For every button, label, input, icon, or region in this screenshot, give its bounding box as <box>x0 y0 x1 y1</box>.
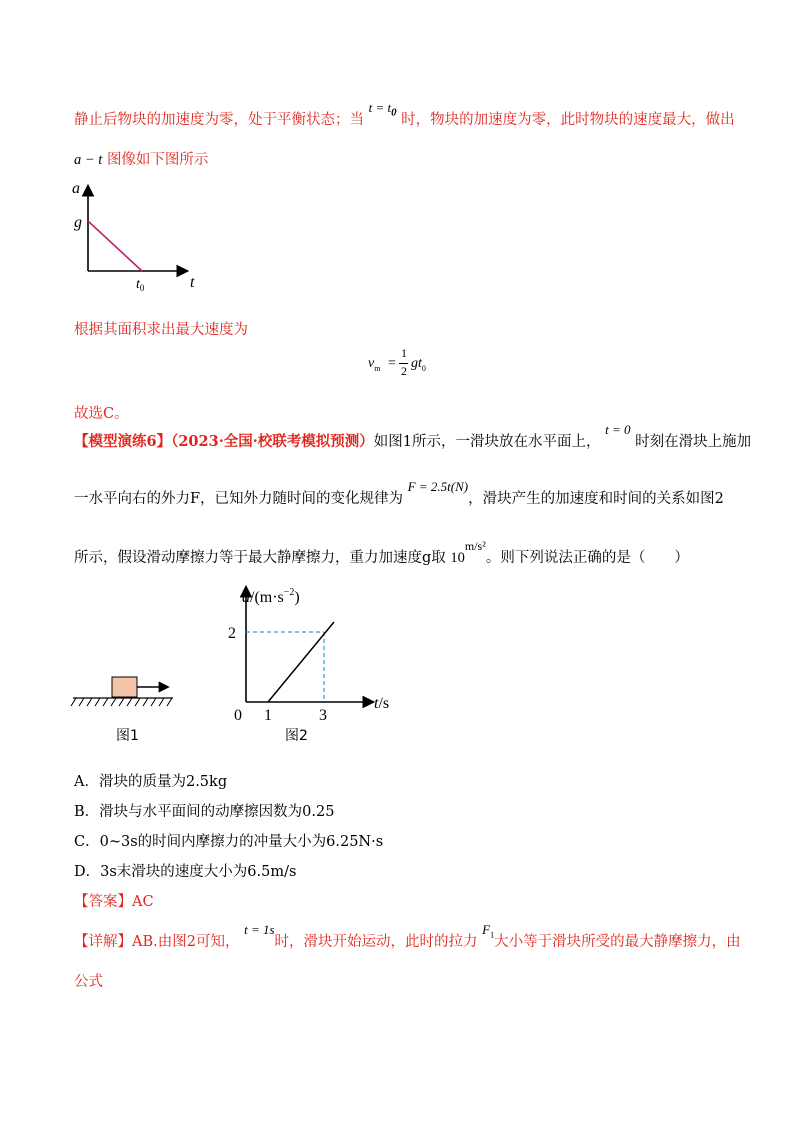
a-t-math: a − t <box>74 152 103 168</box>
t-eq-math: t = t <box>368 100 392 115</box>
vm-symbol: v <box>368 356 375 371</box>
analysis-text: 图像如下图所示 <box>106 152 209 168</box>
vm-formula: $v_m$ = 1 2 $gt_0$ <box>368 346 426 378</box>
detail-line-2: 公式 <box>74 974 103 990</box>
t-zero-math: t = 0 <box>605 422 631 437</box>
y-axis-label: a <box>72 180 80 197</box>
force-formula: F = 2.5t(N) <box>407 479 469 494</box>
conclusion: 故选C。 <box>74 406 129 422</box>
detail-text: 时，滑块开始运动，此时的拉力 <box>274 934 478 950</box>
option-a[interactable]: A．滑块的质量为2.5kg <box>74 774 228 790</box>
analysis-text: 时，物块的加速度为零，此时物块的速度最大，做出 <box>401 112 735 128</box>
analysis-line-1 <box>74 100 735 131</box>
g-unit: m/s² <box>464 539 486 553</box>
f1-symbol: $F_1$ <box>482 922 495 940</box>
analysis-line-3: 根据其面积求出最大速度为 <box>74 322 248 338</box>
figure-2-graph <box>222 582 402 722</box>
analysis-line-2 <box>74 148 208 169</box>
problem-tag: 【模型演练6】 <box>74 433 172 450</box>
problem-text: 时刻在滑块上施加 <box>635 434 752 450</box>
g-tick-label: g <box>74 214 82 231</box>
x-tick-3: 3 <box>319 707 327 722</box>
problem-text: 一水平向右的外力F，已知外力随时间的变化规律为 <box>74 491 404 507</box>
t-eq-sub: 0 <box>391 106 397 119</box>
g-value: 10 <box>450 550 465 566</box>
problem-text: 所示，假设滑动摩擦力等于最大静摩擦力，重力加速度g取 <box>74 550 446 566</box>
figure-1-caption: 图1 <box>116 728 139 744</box>
detail-text: 【详解】AB.由图2可知， <box>74 934 240 950</box>
detail-text: 大小等于滑块所受的最大静摩擦力，由 <box>494 934 741 950</box>
figure-2-caption: 图2 <box>285 728 308 744</box>
option-d[interactable]: D．3s末滑块的速度大小为6.5m/s <box>74 864 297 880</box>
detail-line-1 <box>74 922 741 952</box>
x-axis-label: t/s <box>374 695 390 712</box>
y-axis-label: $a/(m\cdot s^{-2})$ <box>242 587 300 606</box>
x-axis-label: t <box>190 274 195 291</box>
answer: 【答案】AC <box>74 894 154 910</box>
a-t-graph <box>68 175 208 295</box>
problem-line-3 <box>74 539 689 567</box>
analysis-text: 静止后物块的加速度为零，处于平衡状态；当 <box>74 112 364 128</box>
gt-sub: 0 <box>421 363 426 373</box>
ground-hatching <box>71 698 172 706</box>
problem-source: （2023·全国·校联考模拟预测） <box>171 433 374 450</box>
problem-line-1 <box>74 422 752 451</box>
problem-text: 。则下列说法正确的是（ ） <box>485 550 689 566</box>
t-one-math: t = 1s <box>244 922 275 937</box>
a-t-line <box>88 221 142 271</box>
y-tick-2: 2 <box>228 625 236 642</box>
figure-1-block <box>70 672 180 712</box>
block <box>112 677 137 697</box>
gt-symbol: gt <box>411 356 422 371</box>
fraction-numerator: 1 <box>401 346 407 360</box>
t-equals-t0 <box>368 100 397 119</box>
vm-sub: m <box>374 363 381 373</box>
fraction-denominator: 2 <box>401 364 407 378</box>
origin-label: 0 <box>234 707 242 722</box>
problem-text: 如图1所示，一滑块放在水平面上， <box>373 434 601 450</box>
t0-tick-label: $t_0$ <box>136 277 145 293</box>
problem-line-2 <box>74 479 724 508</box>
x-tick-1: 1 <box>264 707 272 722</box>
option-c[interactable]: C．0~3s的时间内摩擦力的冲量大小为6.25N·s <box>74 834 384 850</box>
problem-text: ，滑块产生的加速度和时间的关系如图2 <box>468 491 724 507</box>
option-b[interactable]: B．滑块与水平面间的动摩擦因数为0.25 <box>74 804 335 820</box>
